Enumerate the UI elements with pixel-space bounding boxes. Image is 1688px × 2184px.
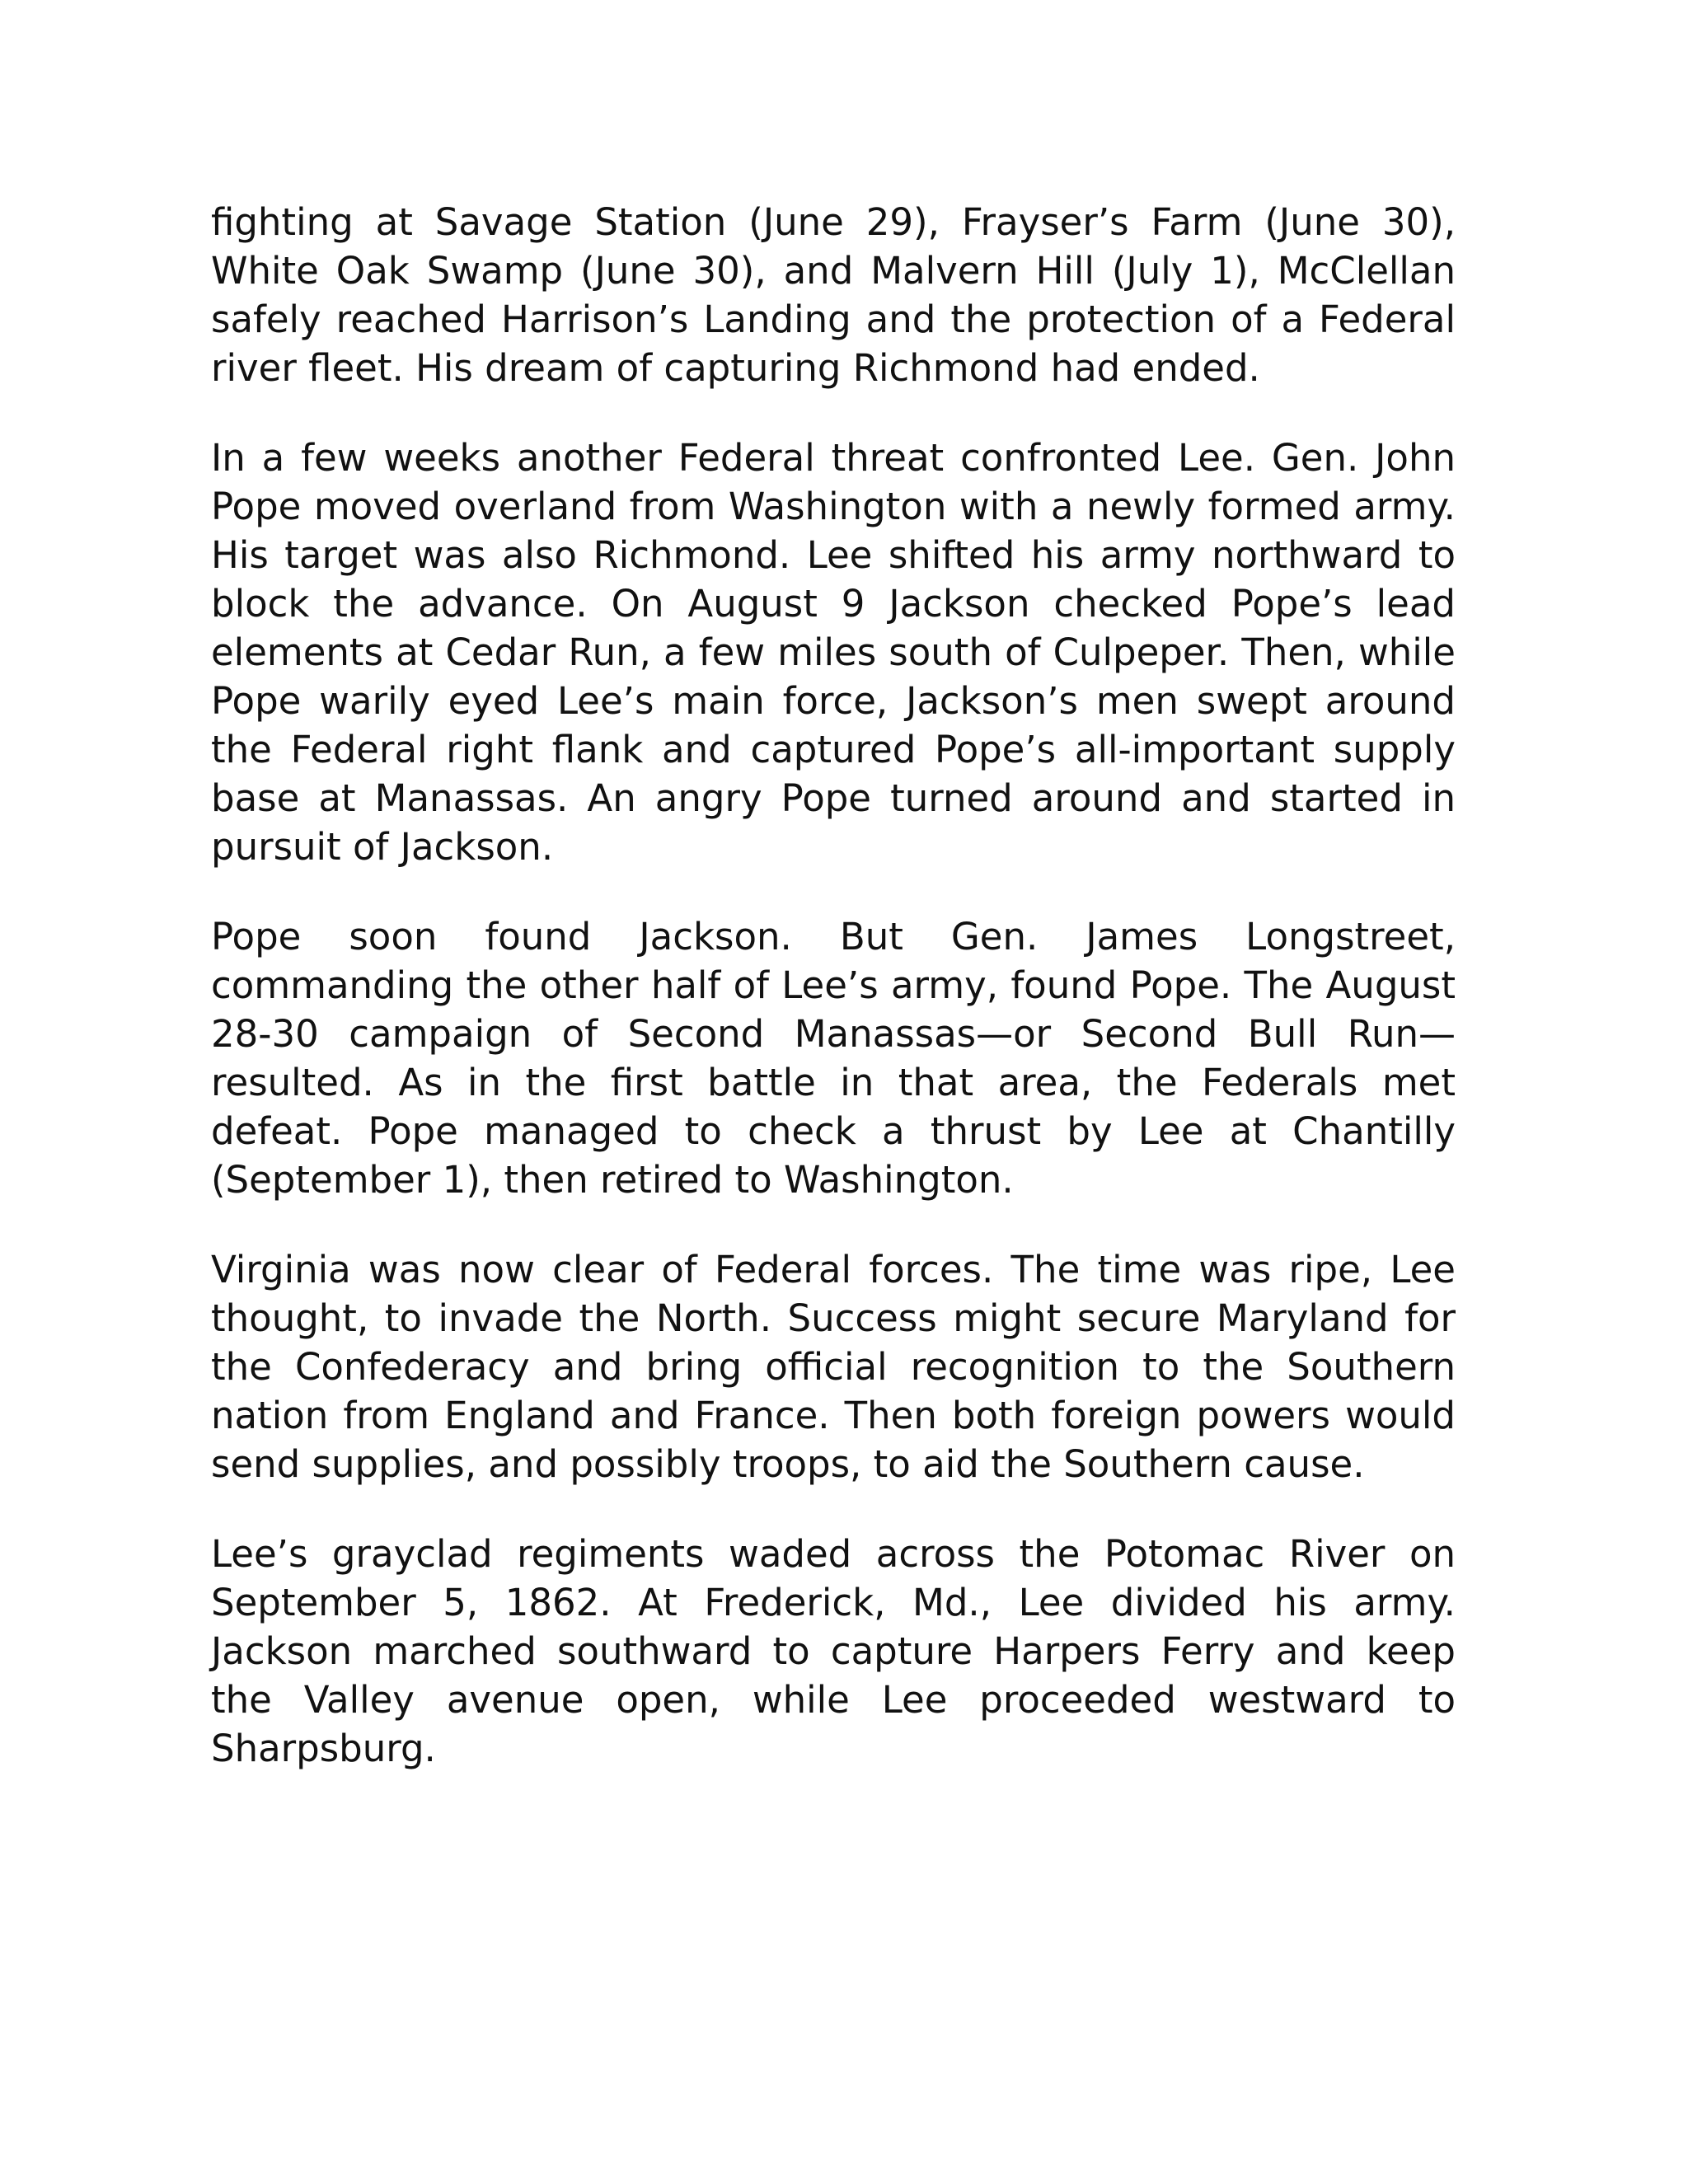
paragraph-potomac-crossing: Lee’s grayclad regiments waded across the Potomac River on September 5, 1862. At Frederick, Md., Lee divided his army. Jackson marched southward to capture Harpers Ferry and keep the Valley avenue open, while Lee proceeded westward to Sharpsburg. [211,1532,1456,1770]
paragraph-pope-threat: In a few weeks another Federal threat confronted Lee. Gen. John Pope moved overland from Washington with a newly formed army. His target was also Richmond. Lee shifted his army northward to block the advance. On August 9 Jackson checked Pope’s lead elements at Cedar Run, a few miles south of Culpeper. Then, while Pope warily eyed Lee’s main force, Jackson’s men swept around the Federal right flank and captured Pope’s all-important supply base at Manassas. An angry Pope turned around and started in pursuit of Jackson. [211,436,1456,869]
paragraph-invade-north: Virginia was now clear of Federal forces. The time was ripe, Lee thought, to invade the North. Success might secure Maryland for the Confederacy and bring official recognition to the Southern nation from England and France. Then both foreign powers would send supplies, and possibly troops, to aid the Southern cause. [211,1248,1456,1486]
paragraph-mcclellan-retreat: fighting at Savage Station (June 29), Frayser’s Farm (June 30), White Oak Swamp (June 30), and Malvern Hill (July 1), McClellan safely reached Harrison’s Landing and the protection of a Federal river fleet. His dream of capturing Richmond had ended. [211,200,1456,390]
paragraph-second-manassas: Pope soon found Jackson. But Gen. James Longstreet, commanding the other half of Lee’s army, found Pope. The August 28-30 campaign of Second Manassas—or Second Bull Run—resulted. As in the first battle in that area, the Federals met defeat. Pope managed to check a thrust by Lee at Chantilly (September 1), then retired to Washington. [211,915,1456,1202]
document-page [211,198,1456,1773]
